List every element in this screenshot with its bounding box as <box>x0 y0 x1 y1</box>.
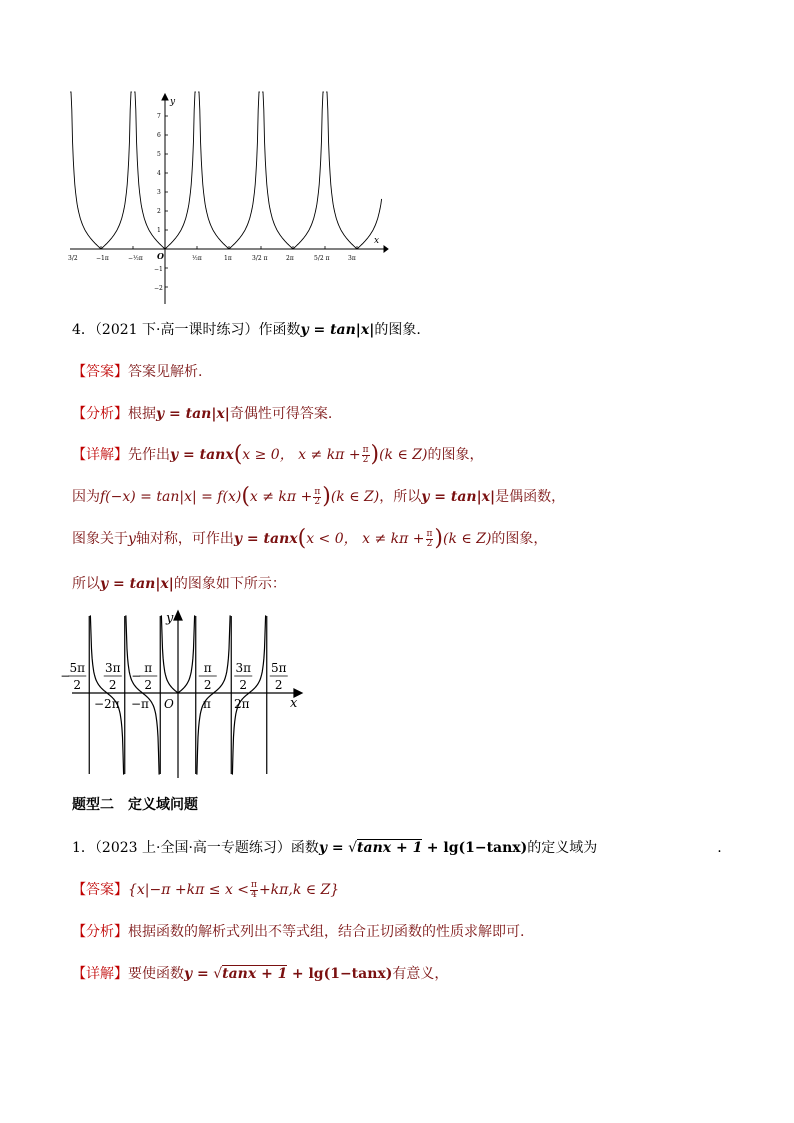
graph1-ytick-neg1: −1 <box>154 266 163 273</box>
graph2-y-label: y <box>166 611 174 626</box>
q1-answer-text2: +kπ,k ∈ Z} <box>258 882 340 898</box>
q4-detail-cond1: x ≥ 0， <box>242 447 294 463</box>
q1-sqrt-sign: √ <box>348 840 358 856</box>
q4-analysis-func: y = tan|x| <box>156 406 230 422</box>
graph2-y-arrow <box>174 611 182 620</box>
graph2-branch <box>90 616 124 774</box>
q4-detail-cond2: x ≠ kπ + <box>298 447 361 463</box>
graph1-ytick-2: 2 <box>157 208 161 215</box>
graph2-top-label <box>60 661 86 692</box>
q4-func: y = tan|x| <box>300 322 375 338</box>
graph1-ytick-3: 3 <box>157 189 161 196</box>
q4-number: 4． <box>72 322 95 338</box>
graph1-xtick-neg-pi: −1π <box>96 255 109 262</box>
q1-answer-text: {x|−π +kπ ≤ x < <box>128 882 250 898</box>
graph1-x-arrow <box>384 246 388 252</box>
graph2-top-label <box>270 661 288 692</box>
q4-analysis-pre: 根据 <box>128 406 156 422</box>
svg-text:π: π <box>144 661 153 675</box>
q4-line3-fraction: $\frac{\pi}{2}$ <box>426 528 433 549</box>
graph2-label-pi: π <box>203 697 211 711</box>
q4-line2-cond: x ≠ kπ + <box>249 489 313 505</box>
graph1-xtick-5half-pi: 5/2 π <box>314 255 330 262</box>
q1-detail-sqrt-sign: √ <box>213 966 223 982</box>
graph2-top-label <box>131 661 157 692</box>
q1-detail-func-post: + lg(1−tanx) <box>291 966 393 982</box>
svg-text:2: 2 <box>108 678 117 692</box>
graph-abs-tan <box>66 92 388 304</box>
q4-detail-post: 的图象， <box>427 447 484 463</box>
graph1-xtick-3half-pi: 3/2 π <box>252 255 268 262</box>
svg-text:3π: 3π <box>235 661 252 675</box>
svg-text:2: 2 <box>239 678 248 692</box>
q1-detail-sqrt-body: tanx + 1 <box>222 966 288 982</box>
svg-text:2: 2 <box>144 678 153 692</box>
q4-detail-pre: 先作出 <box>128 447 170 463</box>
q4-line3-func: y = tanx <box>233 531 298 547</box>
q4-line2-expr: f(−x) = tan|x| = f(x) <box>100 489 242 505</box>
q4-analysis <box>72 404 332 424</box>
q4-line2: 因为f(−x) = tan|x| = f(x)(x ≠ kπ + $\frac{\pi}{2}$ )(k ∈ Z)，所以y = tan|x|是偶函数， <box>72 484 566 509</box>
graph1-ytick-7: 7 <box>157 113 161 120</box>
graph2-top-label <box>104 661 122 692</box>
graph2-label-neg-2pi: −2π <box>94 697 120 711</box>
svg-text:5π: 5π <box>270 661 287 675</box>
q4-line3-cond2: x ≠ kπ + <box>362 531 425 547</box>
q4-question <box>72 320 421 340</box>
q1-detail <box>72 962 448 986</box>
svg-text:2: 2 <box>274 678 283 692</box>
graph1-branch <box>70 92 132 249</box>
graph2-branch <box>196 616 230 774</box>
q4-line4-pre: 所以 <box>72 576 100 592</box>
graph1-xtick-half-pi: ½π <box>192 255 202 262</box>
svg-text:2: 2 <box>203 678 212 692</box>
q4-line3-axis: y <box>128 531 136 547</box>
q4-line2-post: 是偶函数， <box>495 489 566 505</box>
svg-text:−: − <box>131 669 142 683</box>
q1-answer-tag: 【答案】 <box>72 882 128 898</box>
q4-line2-pre: 因为 <box>72 489 100 505</box>
graph1-xtick-3pi: 3π <box>348 255 356 262</box>
q4-analysis-post: 奇偶性可得答案. <box>229 406 333 422</box>
q4-answer-tag: 【答案】 <box>72 364 128 380</box>
q1-detail-post: 有意义， <box>392 966 449 982</box>
svg-text:2: 2 <box>73 678 82 692</box>
svg-text:5π: 5π <box>69 661 86 675</box>
q1-analysis-text: 根据函数的解析式列出不等式组，结合正切函数的性质求解即可. <box>128 924 525 940</box>
q4-line2-mid: ，所以 <box>379 489 422 505</box>
q4-line3-mid: 轴对称，可作出 <box>135 531 234 547</box>
q4-line3-pre: 图象关于 <box>72 531 128 547</box>
graph2-label-neg-pi: −π <box>131 697 149 711</box>
graph1-ytick-4: 4 <box>157 170 161 177</box>
graph1-branch <box>262 92 324 249</box>
graph1-ytick-6: 6 <box>157 132 161 139</box>
graph1-branch <box>326 92 381 249</box>
graph1-ytick-1: 1 <box>157 227 161 234</box>
q4-line3-cond1: x < 0， <box>306 531 358 547</box>
graph1-branch <box>198 92 260 249</box>
q1-func-post: + lg(1−tanx) <box>426 840 528 856</box>
graph1-xtick-neg-half-pi: −½π <box>128 255 143 262</box>
q4-line4-func: y = tan|x| <box>100 576 174 592</box>
graph2-top-label <box>234 661 252 692</box>
q1-analysis-tag: 【分析】 <box>72 924 128 940</box>
graph2-branch <box>125 616 159 774</box>
q4-line2-kz: (k ∈ Z) <box>330 489 380 505</box>
q4-line3-kz: (k ∈ Z) <box>443 531 492 547</box>
q1-detail-func-pre: y = <box>184 966 209 982</box>
q1-detail-pre: 要使函数 <box>128 966 184 982</box>
q4-tail: 的图象. <box>374 322 421 338</box>
graph1-ytick-neg2: −2 <box>154 285 163 292</box>
q1-answer-fraction: $\frac{\pi}{4}$ <box>251 879 257 900</box>
svg-text:3π: 3π <box>104 661 121 675</box>
graph2-origin: O <box>164 697 174 711</box>
graph2-x-label: x <box>290 696 298 711</box>
graph2-branch <box>232 616 266 774</box>
q4-source: （2021 下·高一课时练习）作函数 <box>94 322 301 338</box>
q1-question <box>72 836 722 860</box>
graph1-left-edge-tick: 3/2 <box>68 255 78 262</box>
q1-analysis <box>72 922 524 942</box>
q1-func-pre: y = <box>318 840 344 856</box>
q4-line4 <box>72 574 286 594</box>
graph1-origin: O <box>157 251 164 261</box>
section-heading: 题型二 定义域问题 <box>72 797 198 813</box>
q4-detail-fraction: $\frac{\pi}{2}$ <box>362 444 369 465</box>
q1-number: 1． <box>72 840 95 856</box>
graph1-xtick-pi: 1π <box>224 255 232 262</box>
svg-text:−: − <box>60 669 71 683</box>
q4-detail-tag: 【详解】 <box>72 447 128 463</box>
q4-detail-kz: (k ∈ Z) <box>379 447 428 463</box>
q4-line3-post: 的图象， <box>491 531 548 547</box>
q4-answer <box>72 362 202 382</box>
q4-line2-func: y = tan|x| <box>421 489 496 505</box>
q1-source: （2023 上·全国·高一专题练习）函数 <box>94 840 319 856</box>
q1-answer <box>72 878 339 902</box>
graph1-y-label: y <box>170 97 176 107</box>
q4-detail: 【详解】先作出y = tanx(x ≥ 0， x ≠ kπ + $\frac{\pi}{2}$ )(k ∈ Z)的图象， <box>72 442 484 467</box>
q1-end: . <box>717 840 722 856</box>
q4-analysis-tag: 【分析】 <box>72 406 128 422</box>
q4-line2-fraction: $\frac{\pi}{2}$ <box>314 486 321 507</box>
q1-detail-tag: 【详解】 <box>72 966 128 982</box>
q4-line3: 图象关于y轴对称，可作出y = tanx(x < 0， x ≠ kπ + $\frac{\pi}{2}$ )(k ∈ Z)的图象， <box>72 526 548 551</box>
graph-tan-abs-x <box>60 608 306 780</box>
svg-text:π: π <box>203 661 212 675</box>
graph1-x-label: x <box>374 236 380 246</box>
graph1-y-arrow <box>162 94 168 100</box>
q4-line4-post: 的图象如下所示： <box>173 576 286 592</box>
graph2-label-2pi: 2π <box>234 697 250 711</box>
q4-detail-func: y = tanx <box>170 447 234 463</box>
q4-answer-text: 答案见解析. <box>128 364 203 380</box>
q1-tail: 的定义域为 <box>527 840 598 856</box>
graph1-xtick-2pi: 2π <box>286 255 294 262</box>
q1-sqrt-body: tanx + 1 <box>357 840 423 856</box>
graph2-top-label <box>199 661 217 692</box>
graph1-ytick-5: 5 <box>157 151 161 158</box>
